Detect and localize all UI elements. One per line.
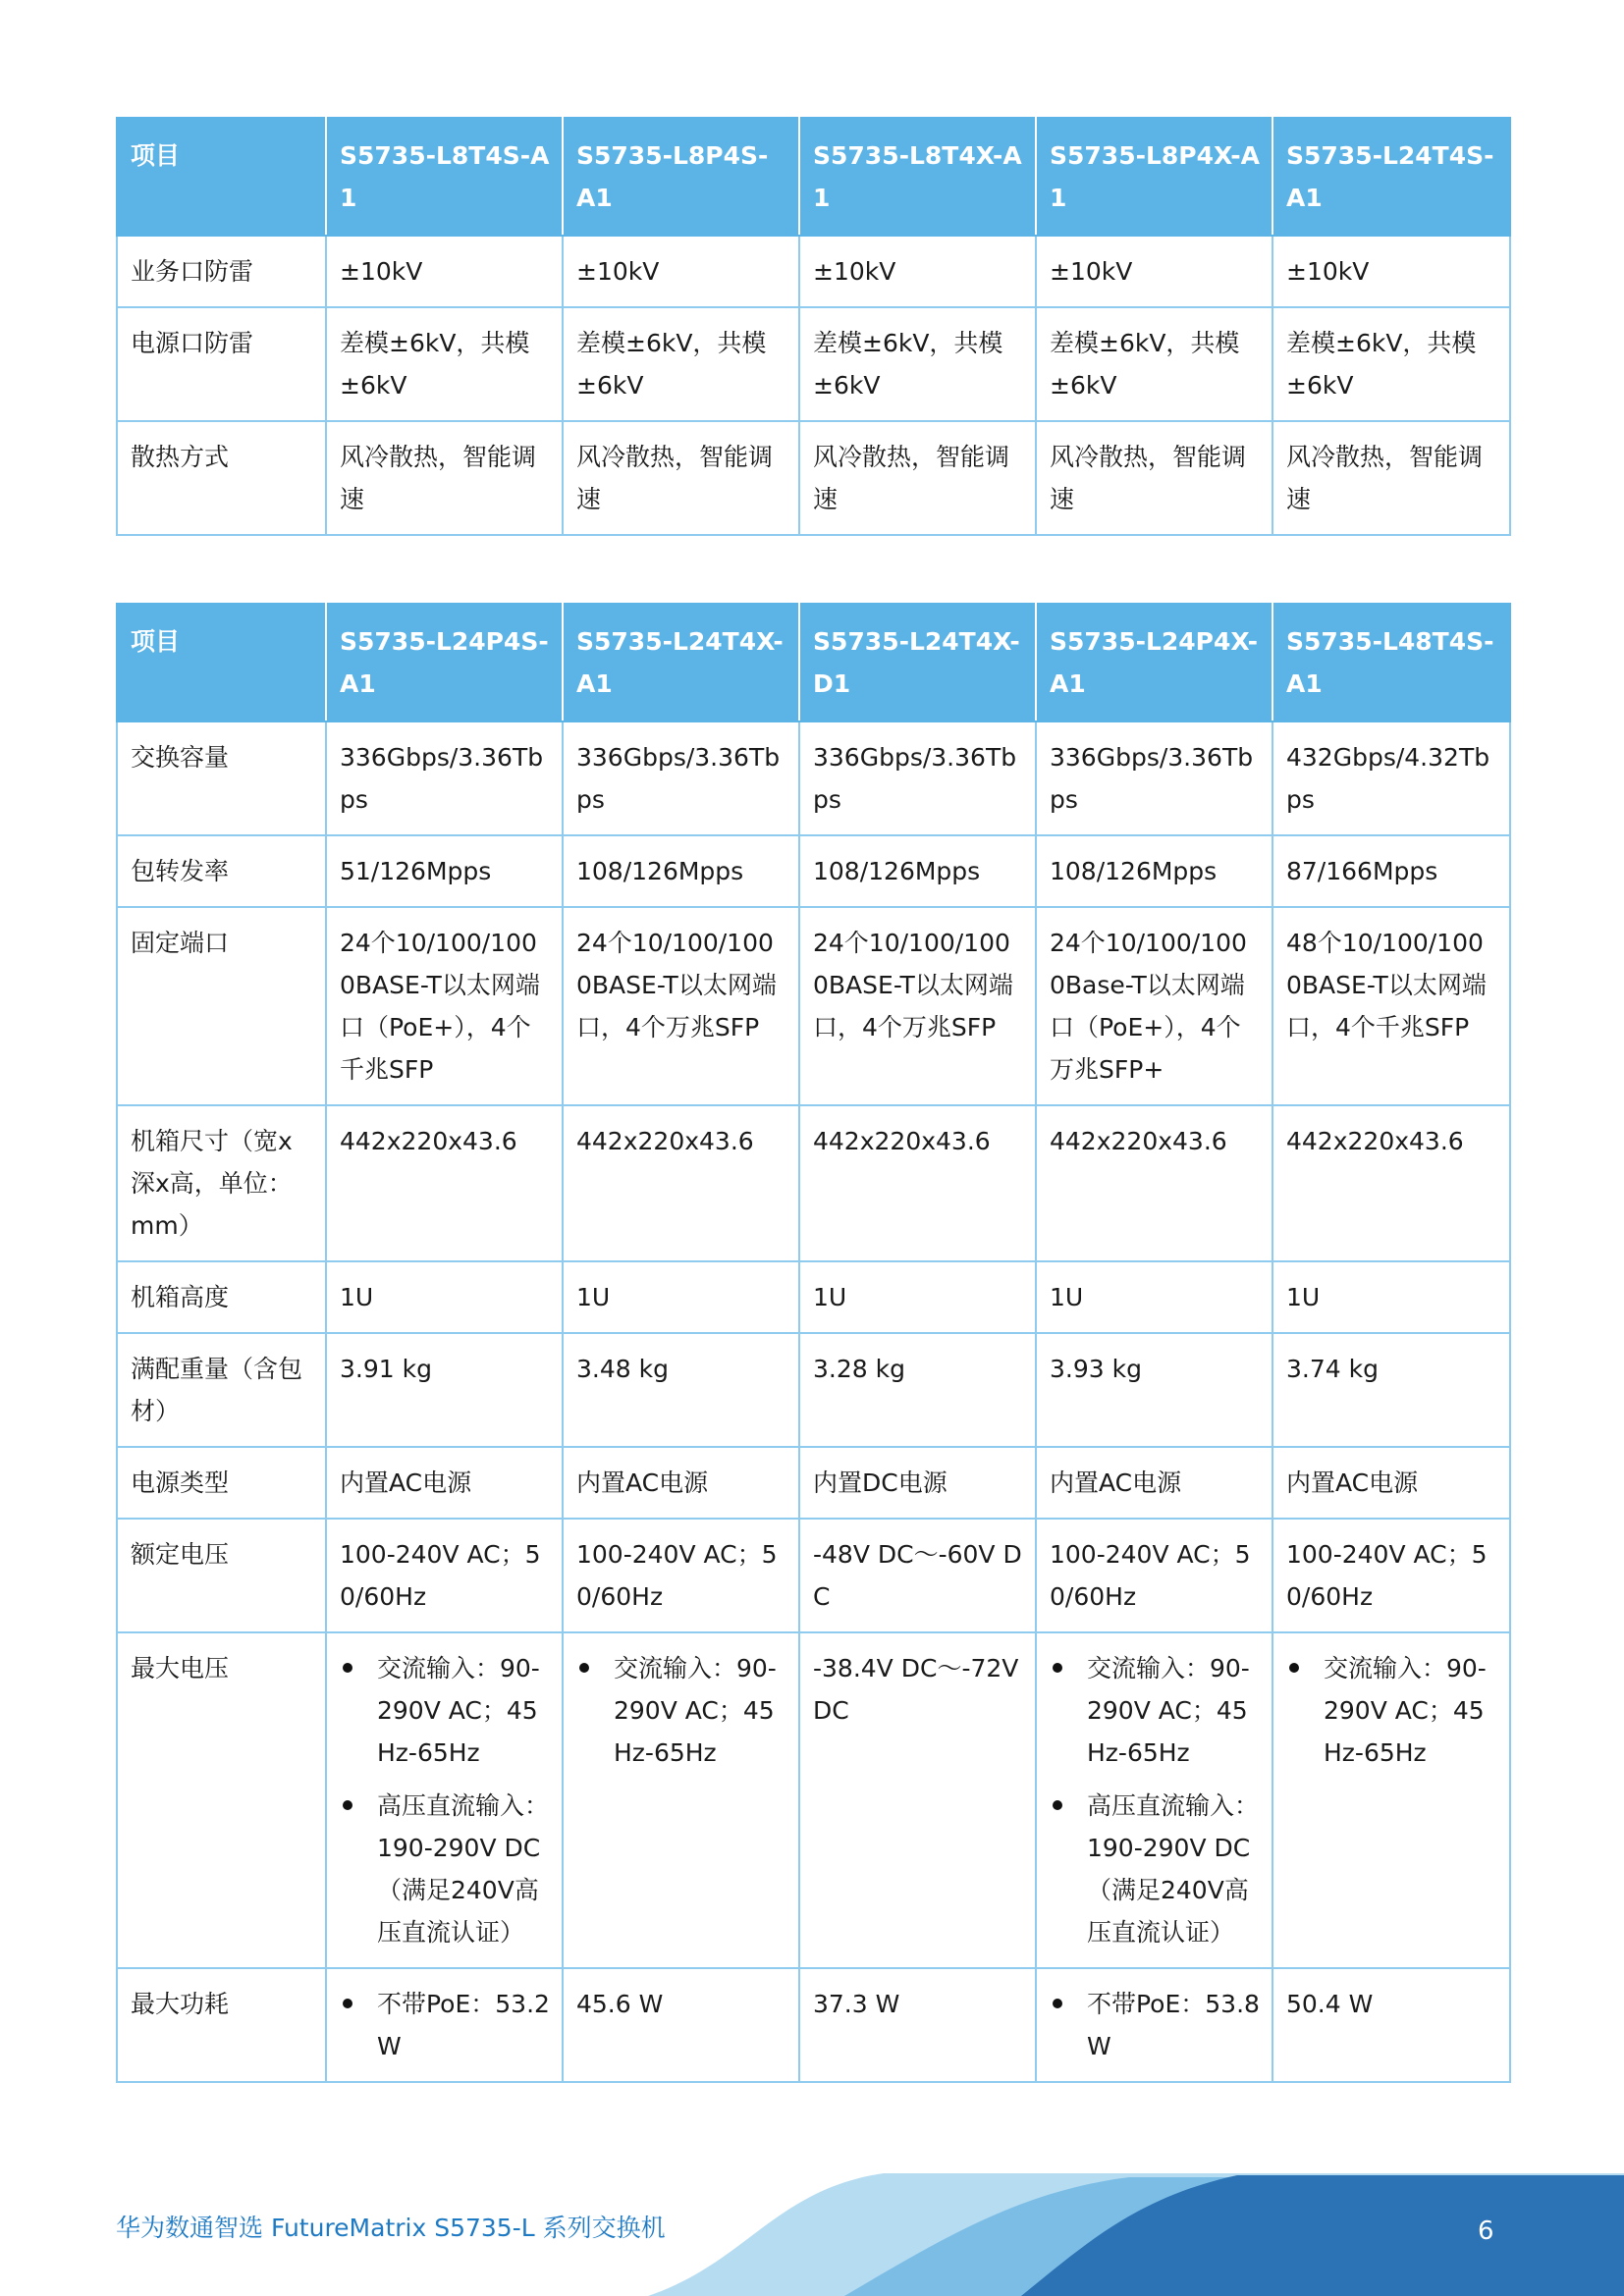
- header-model: S5735-L24T4X-A1: [563, 604, 799, 721]
- table-row: [117, 721, 1510, 835]
- header-item-label: 项目: [117, 604, 326, 721]
- row-label: 最大功耗: [117, 1968, 326, 2082]
- table-cell: [326, 1968, 563, 2082]
- header-row: [117, 604, 1510, 721]
- table-cell: ±10kV: [1036, 236, 1272, 307]
- table-cell: 100-240V AC；50/60Hz: [1272, 1519, 1510, 1632]
- row-label: 额定电压: [117, 1519, 326, 1632]
- row-label: 机箱高度: [117, 1261, 326, 1333]
- header-model: S5735-L24T4X-D1: [799, 604, 1036, 721]
- table-cell: 3.91 kg: [326, 1333, 563, 1447]
- table-cell: 1U: [799, 1261, 1036, 1333]
- table-cell: 442x220x43.6: [326, 1105, 563, 1261]
- table-cell: 内置AC电源: [563, 1447, 799, 1519]
- table-row: [117, 1261, 1510, 1333]
- table-row: [117, 236, 1510, 307]
- table-row: [117, 1632, 1510, 1968]
- header-model: S5735-L24P4S-A1: [326, 604, 563, 721]
- bullet-item: 交流输入：90-290V AC；45Hz-65Hz: [576, 1647, 786, 1774]
- table-cell: [563, 1632, 799, 1968]
- table-row: [117, 1519, 1510, 1632]
- header-model: S5735-L48T4S-A1: [1272, 604, 1510, 721]
- spec-table-2: [116, 603, 1511, 2083]
- row-label: 最大电压: [117, 1632, 326, 1968]
- bullet-list: [340, 1983, 550, 2067]
- row-label: 交换容量: [117, 721, 326, 835]
- table-cell: 432Gbps/4.32Tbps: [1272, 721, 1510, 835]
- bullet-item: 不带PoE：53.2W: [340, 1983, 550, 2067]
- table-cell: 3.93 kg: [1036, 1333, 1272, 1447]
- table-cell: ±10kV: [563, 236, 799, 307]
- bullet-list: [1050, 1647, 1260, 1953]
- footer-title: 华为数通智选 FutureMatrix S5735-L 系列交换机: [116, 2214, 666, 2242]
- table-cell: 24个10/100/1000BASE-T以太网端口（PoE+），4个千兆SFP: [326, 907, 563, 1105]
- table-cell: [1272, 1632, 1510, 1968]
- table-cell: 48个10/100/1000BASE-T以太网端口，4个千兆SFP: [1272, 907, 1510, 1105]
- header-model: S5735-L8P4X-A1: [1036, 118, 1272, 236]
- table-cell: [326, 1632, 563, 1968]
- table-cell: 51/126Mpps: [326, 835, 563, 907]
- table-cell: 24个10/100/1000BASE-T以太网端口，4个万兆SFP: [563, 907, 799, 1105]
- table-cell: 100-240V AC；50/60Hz: [563, 1519, 799, 1632]
- table-cell: 1U: [1036, 1261, 1272, 1333]
- table-cell: 风冷散热，智能调速: [799, 421, 1036, 535]
- table-cell: 24个10/100/1000Base-T以太网端口（PoE+），4个万兆SFP+: [1036, 907, 1272, 1105]
- table-cell: 442x220x43.6: [1036, 1105, 1272, 1261]
- table-cell: 内置AC电源: [1272, 1447, 1510, 1519]
- table-cell: ±10kV: [1272, 236, 1510, 307]
- table-cell: 37.3 W: [799, 1968, 1036, 2082]
- table-cell: 风冷散热，智能调速: [1272, 421, 1510, 535]
- table-cell: 1U: [326, 1261, 563, 1333]
- bullet-list: [1286, 1647, 1497, 1774]
- bullet-item: 交流输入：90-290V AC；45Hz-65Hz: [1050, 1647, 1260, 1774]
- row-label: 电源类型: [117, 1447, 326, 1519]
- table-cell: 差模±6kV，共模±6kV: [1036, 307, 1272, 421]
- table-cell: [1036, 1632, 1272, 1968]
- table-row: [117, 1333, 1510, 1447]
- row-label: 满配重量（含包材）: [117, 1333, 326, 1447]
- bullet-list: [576, 1647, 786, 1774]
- table-cell: 108/126Mpps: [563, 835, 799, 907]
- header-model: S5735-L8T4X-A1: [799, 118, 1036, 236]
- bullet-list: [1050, 1983, 1260, 2067]
- row-label: 业务口防雷: [117, 236, 326, 307]
- table-row: [117, 1447, 1510, 1519]
- header-row: [117, 118, 1510, 236]
- table-cell: 1U: [563, 1261, 799, 1333]
- header-model: S5735-L8P4S-A1: [563, 118, 799, 236]
- table-cell: ±10kV: [326, 236, 563, 307]
- table-cell: 108/126Mpps: [1036, 835, 1272, 907]
- table-cell: 108/126Mpps: [799, 835, 1036, 907]
- table-cell: 差模±6kV，共模±6kV: [799, 307, 1036, 421]
- table-cell: 风冷散热，智能调速: [563, 421, 799, 535]
- table-row: [117, 307, 1510, 421]
- table-cell: 336Gbps/3.36Tbps: [1036, 721, 1272, 835]
- table-row: [117, 835, 1510, 907]
- table-cell: 45.6 W: [563, 1968, 799, 2082]
- table-cell: 3.48 kg: [563, 1333, 799, 1447]
- row-label: 机箱尺寸（宽x深x高，单位：mm）: [117, 1105, 326, 1261]
- table-cell: 风冷散热，智能调速: [326, 421, 563, 535]
- table-cell: 442x220x43.6: [799, 1105, 1036, 1261]
- bullet-item: 交流输入：90-290V AC；45Hz-65Hz: [340, 1647, 550, 1774]
- bullet-item: 高压直流输入：190-290V DC（满足240V高压直流认证）: [340, 1785, 550, 1953]
- table-cell: -48V DC～-60V DC: [799, 1519, 1036, 1632]
- table-row: [117, 1968, 1510, 2082]
- table-cell: 差模±6kV，共模±6kV: [1272, 307, 1510, 421]
- table-cell: 336Gbps/3.36Tbps: [326, 721, 563, 835]
- table-cell: 100-240V AC；50/60Hz: [1036, 1519, 1272, 1632]
- header-model: S5735-L8T4S-A1: [326, 118, 563, 236]
- table-cell: 内置AC电源: [326, 1447, 563, 1519]
- row-label: 电源口防雷: [117, 307, 326, 421]
- table-cell: 336Gbps/3.36Tbps: [799, 721, 1036, 835]
- bullet-item: 不带PoE：53.8W: [1050, 1983, 1260, 2067]
- table-cell: -38.4V DC～-72V DC: [799, 1632, 1036, 1968]
- table-cell: 87/166Mpps: [1272, 835, 1510, 907]
- row-label: 散热方式: [117, 421, 326, 535]
- table-row: [117, 421, 1510, 535]
- table-cell: 442x220x43.6: [563, 1105, 799, 1261]
- table-cell: 差模±6kV，共模±6kV: [563, 307, 799, 421]
- table-cell: 24个10/100/1000BASE-T以太网端口，4个万兆SFP: [799, 907, 1036, 1105]
- table-cell: 100-240V AC；50/60Hz: [326, 1519, 563, 1632]
- table-cell: 3.74 kg: [1272, 1333, 1510, 1447]
- table-cell: 内置DC电源: [799, 1447, 1036, 1519]
- header-item-label: 项目: [117, 118, 326, 236]
- page-number: 6: [1478, 2216, 1494, 2246]
- spec-table-1: [116, 117, 1511, 536]
- table-cell: 差模±6kV，共模±6kV: [326, 307, 563, 421]
- header-model: S5735-L24T4S-A1: [1272, 118, 1510, 236]
- bullet-item: 高压直流输入：190-290V DC（满足240V高压直流认证）: [1050, 1785, 1260, 1953]
- table-row: [117, 1105, 1510, 1261]
- table-cell: 50.4 W: [1272, 1968, 1510, 2082]
- table-cell: 3.28 kg: [799, 1333, 1036, 1447]
- table-cell: 风冷散热，智能调速: [1036, 421, 1272, 535]
- bullet-item: 交流输入：90-290V AC；45Hz-65Hz: [1286, 1647, 1497, 1774]
- table-cell: ±10kV: [799, 236, 1036, 307]
- table-row: [117, 907, 1510, 1105]
- bullet-list: [340, 1647, 550, 1953]
- table-cell: 1U: [1272, 1261, 1510, 1333]
- table-cell: [1036, 1968, 1272, 2082]
- row-label: 包转发率: [117, 835, 326, 907]
- row-label: 固定端口: [117, 907, 326, 1105]
- header-model: S5735-L24P4X-A1: [1036, 604, 1272, 721]
- table-cell: 336Gbps/3.36Tbps: [563, 721, 799, 835]
- table-cell: 442x220x43.6: [1272, 1105, 1510, 1261]
- table-cell: 内置AC电源: [1036, 1447, 1272, 1519]
